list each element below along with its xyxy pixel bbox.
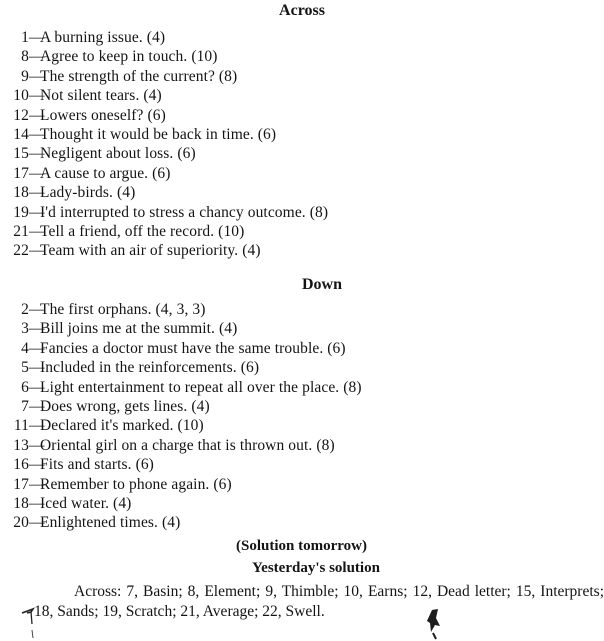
clue-text: A cause to argue. (6) bbox=[40, 164, 171, 182]
clue-dash: — bbox=[29, 184, 45, 202]
clue-text: Included in the reinforcements. (6) bbox=[40, 359, 260, 377]
solution-tomorrow-note: (Solution tomorrow) bbox=[236, 538, 367, 554]
down-clue-list bbox=[0, 300, 362, 533]
clue-text: The strength of the current? (8) bbox=[40, 67, 238, 85]
clue-number: 15 bbox=[13, 145, 29, 163]
clue-number: 19 bbox=[13, 203, 29, 221]
down-clue bbox=[0, 378, 362, 397]
clue-text: Tell a friend, off the record. (10) bbox=[40, 222, 245, 240]
across-clue bbox=[0, 144, 328, 163]
clue-dash: — bbox=[29, 301, 45, 318]
clue-text: Light entertainment to repeat all over the place. (8) bbox=[40, 378, 362, 396]
clue-number: 20 bbox=[13, 514, 29, 532]
down-clue bbox=[0, 475, 362, 494]
across-clue bbox=[0, 47, 328, 66]
clue-number: 3 bbox=[21, 320, 29, 338]
clue-text: Thought it would be back in time. (6) bbox=[40, 125, 277, 143]
across-clue bbox=[0, 86, 328, 105]
clue-dash: — bbox=[29, 359, 45, 377]
clue-text: Declared it's marked. (10) bbox=[40, 417, 204, 435]
clue-text: Remember to phone again. (6) bbox=[40, 475, 232, 493]
clue-number: 14 bbox=[13, 125, 29, 143]
across-clue bbox=[0, 183, 328, 202]
clue-number: 4 bbox=[21, 339, 29, 357]
across-clue bbox=[0, 125, 328, 144]
clue-number: 21 bbox=[13, 222, 29, 240]
clue-number: 8 bbox=[21, 48, 29, 66]
yesterdays-solution-text: Across: 7, Basin; 8, Element; 9, Thimble; 10, Earns; 12, Dead letter; 15, Interprets; 18, Sands; 19, Scratch; 21, Average; 22, Swell. bbox=[34, 583, 604, 620]
clue-text: Fits and starts. (6) bbox=[40, 456, 154, 474]
down-heading: Down bbox=[301, 276, 342, 293]
clue-number: 6 bbox=[21, 378, 29, 396]
clue-text: Enlightened times. (4) bbox=[40, 514, 181, 532]
clue-number: 7 bbox=[21, 397, 29, 415]
clue-dash: — bbox=[29, 67, 45, 85]
clue-text: Team with an air of superiority. (4) bbox=[40, 242, 261, 260]
clue-dash: — bbox=[29, 87, 45, 105]
clue-dash: — bbox=[29, 320, 45, 338]
clue-text: Not silent tears. (4) bbox=[40, 87, 162, 105]
across-clue bbox=[0, 28, 328, 47]
clue-text: Bill joins me at the summit. (4) bbox=[40, 320, 238, 338]
clue-number: 1 bbox=[21, 29, 29, 46]
clue-dash: — bbox=[29, 436, 45, 454]
across-clue-list bbox=[0, 28, 328, 261]
clue-dash: — bbox=[29, 417, 45, 435]
down-clue bbox=[0, 513, 362, 532]
down-clue bbox=[0, 494, 362, 513]
clue-text: The first orphans. (4, 3, 3) bbox=[40, 301, 206, 318]
across-clue bbox=[0, 241, 328, 260]
clue-dash: — bbox=[29, 125, 45, 143]
clue-number: 17 bbox=[13, 475, 29, 493]
clue-dash: — bbox=[29, 48, 45, 66]
across-clue bbox=[0, 222, 328, 241]
clue-number: 9 bbox=[21, 67, 29, 85]
across-clue bbox=[0, 203, 328, 222]
clue-text: Lady-birds. (4) bbox=[40, 184, 136, 202]
clue-text: Fancies a doctor must have the same trouble. (6) bbox=[40, 339, 346, 357]
across-clue bbox=[0, 67, 328, 86]
clue-dash: — bbox=[29, 242, 45, 260]
yesterdays-solution-heading: Yesterday's solution bbox=[252, 560, 380, 576]
ink-blot-icon bbox=[423, 606, 449, 641]
clue-dash: — bbox=[29, 222, 45, 240]
down-clue bbox=[0, 319, 362, 338]
clue-number: 17 bbox=[13, 164, 29, 182]
clue-dash: — bbox=[29, 456, 45, 474]
clue-number: 22 bbox=[13, 242, 29, 260]
clue-text: Negligent about loss. (6) bbox=[40, 145, 196, 163]
clue-number: 18 bbox=[13, 494, 29, 512]
clue-dash: — bbox=[29, 339, 45, 357]
clue-dash: — bbox=[29, 378, 45, 396]
clue-text: Agree to keep in touch. (10) bbox=[40, 48, 218, 66]
clue-dash: — bbox=[29, 203, 45, 221]
down-clue bbox=[0, 436, 362, 455]
clue-number: 11 bbox=[13, 417, 29, 435]
clue-number: 10 bbox=[13, 87, 29, 105]
down-clue bbox=[0, 300, 362, 319]
down-clue bbox=[0, 416, 362, 435]
across-heading: Across bbox=[279, 2, 325, 19]
down-clue bbox=[0, 358, 362, 377]
clue-number: 16 bbox=[13, 456, 29, 474]
clue-number: 5 bbox=[21, 359, 29, 377]
clue-dash: — bbox=[29, 494, 45, 512]
clue-dash: — bbox=[29, 475, 45, 493]
clue-dash: — bbox=[29, 145, 45, 163]
clue-number: 18 bbox=[13, 184, 29, 202]
clue-text: Does wrong, gets lines. (4) bbox=[40, 397, 210, 415]
clue-text: A burning issue. (4) bbox=[40, 29, 166, 46]
across-clue bbox=[0, 106, 328, 125]
clue-text: Oriental girl on a charge that is thrown out. (8) bbox=[40, 436, 335, 454]
clue-text: Iced water. (4) bbox=[40, 494, 132, 512]
clue-dash: — bbox=[29, 397, 45, 415]
ink-smudge-icon bbox=[18, 600, 40, 641]
down-clue bbox=[0, 455, 362, 474]
clue-number: 2 bbox=[21, 301, 29, 318]
clue-text: Lowers oneself? (6) bbox=[40, 106, 166, 124]
clue-number: 12 bbox=[13, 106, 29, 124]
down-clue bbox=[0, 397, 362, 416]
clue-text: I'd interrupted to stress a chancy outcome. (8) bbox=[40, 203, 329, 221]
clue-dash: — bbox=[29, 514, 45, 532]
clue-dash: — bbox=[29, 164, 45, 182]
down-clue bbox=[0, 339, 362, 358]
clue-dash: — bbox=[29, 29, 45, 46]
clue-dash: — bbox=[29, 106, 45, 124]
clue-number: 13 bbox=[13, 436, 29, 454]
across-clue bbox=[0, 164, 328, 183]
